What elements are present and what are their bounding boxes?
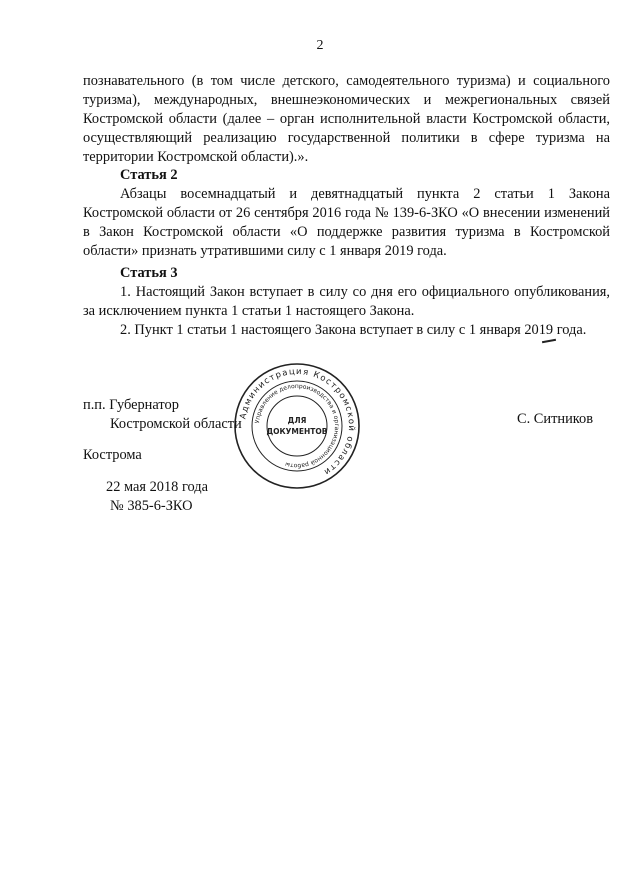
law-date: 22 мая 2018 года xyxy=(106,479,209,495)
article-3-paragraph-1: 1. Настоящий Закон вступает в силу со дня его официального опубликования, за исключением пункта 1 статьи 1 настоящего Закона. xyxy=(83,284,610,319)
stamp-center-line-1: ДЛЯ xyxy=(287,416,307,425)
page-number: 2 xyxy=(316,38,324,53)
signatory-name: С. Ситников xyxy=(517,411,594,427)
article-2-text: Абзацы восемнадцатый и девятнадцатый пункта 2 статьи 1 Закона Костромской области от 26 сентября 2016 года № 139-6-ЗКО «О внесении изменений в Закон Костромской области «О поддержке развития туризма в Костромской области» признать утратившими силу с 1 января 2019 года. xyxy=(83,186,610,259)
official-stamp xyxy=(233,362,361,490)
article-3-heading: Статья 3 xyxy=(120,265,178,281)
stamp-center-line-2: ДОКУМЕНТОВ xyxy=(266,427,328,436)
law-number: № 385-6-ЗКО xyxy=(110,498,193,514)
intro-paragraph: познавательного (в том числе детского, самодеятельного туризма) и социального туризма), международных, внешнеэкономических и межрегиональных связей Костромской области (далее – орган исполнительной власти Костромской области, осуществляющий реализацию государственной политики в сфере туризма на территории Костромской области).». xyxy=(83,73,610,165)
signatory-title: п.п. Губернатор xyxy=(83,397,179,413)
article-2-heading: Статья 2 xyxy=(120,167,178,183)
city: Кострома xyxy=(83,447,142,463)
stamp-ring-text: Администрация Костромской области xyxy=(238,366,357,478)
signatory-region: Костромской области xyxy=(110,416,242,432)
article-3-paragraph-2: 2. Пункт 1 статьи 1 настоящего Закона вступает в силу с 1 января 2019 года. xyxy=(120,322,587,338)
stamp-inner-text: Управление делопроизводства и организационной работы xyxy=(254,382,341,470)
